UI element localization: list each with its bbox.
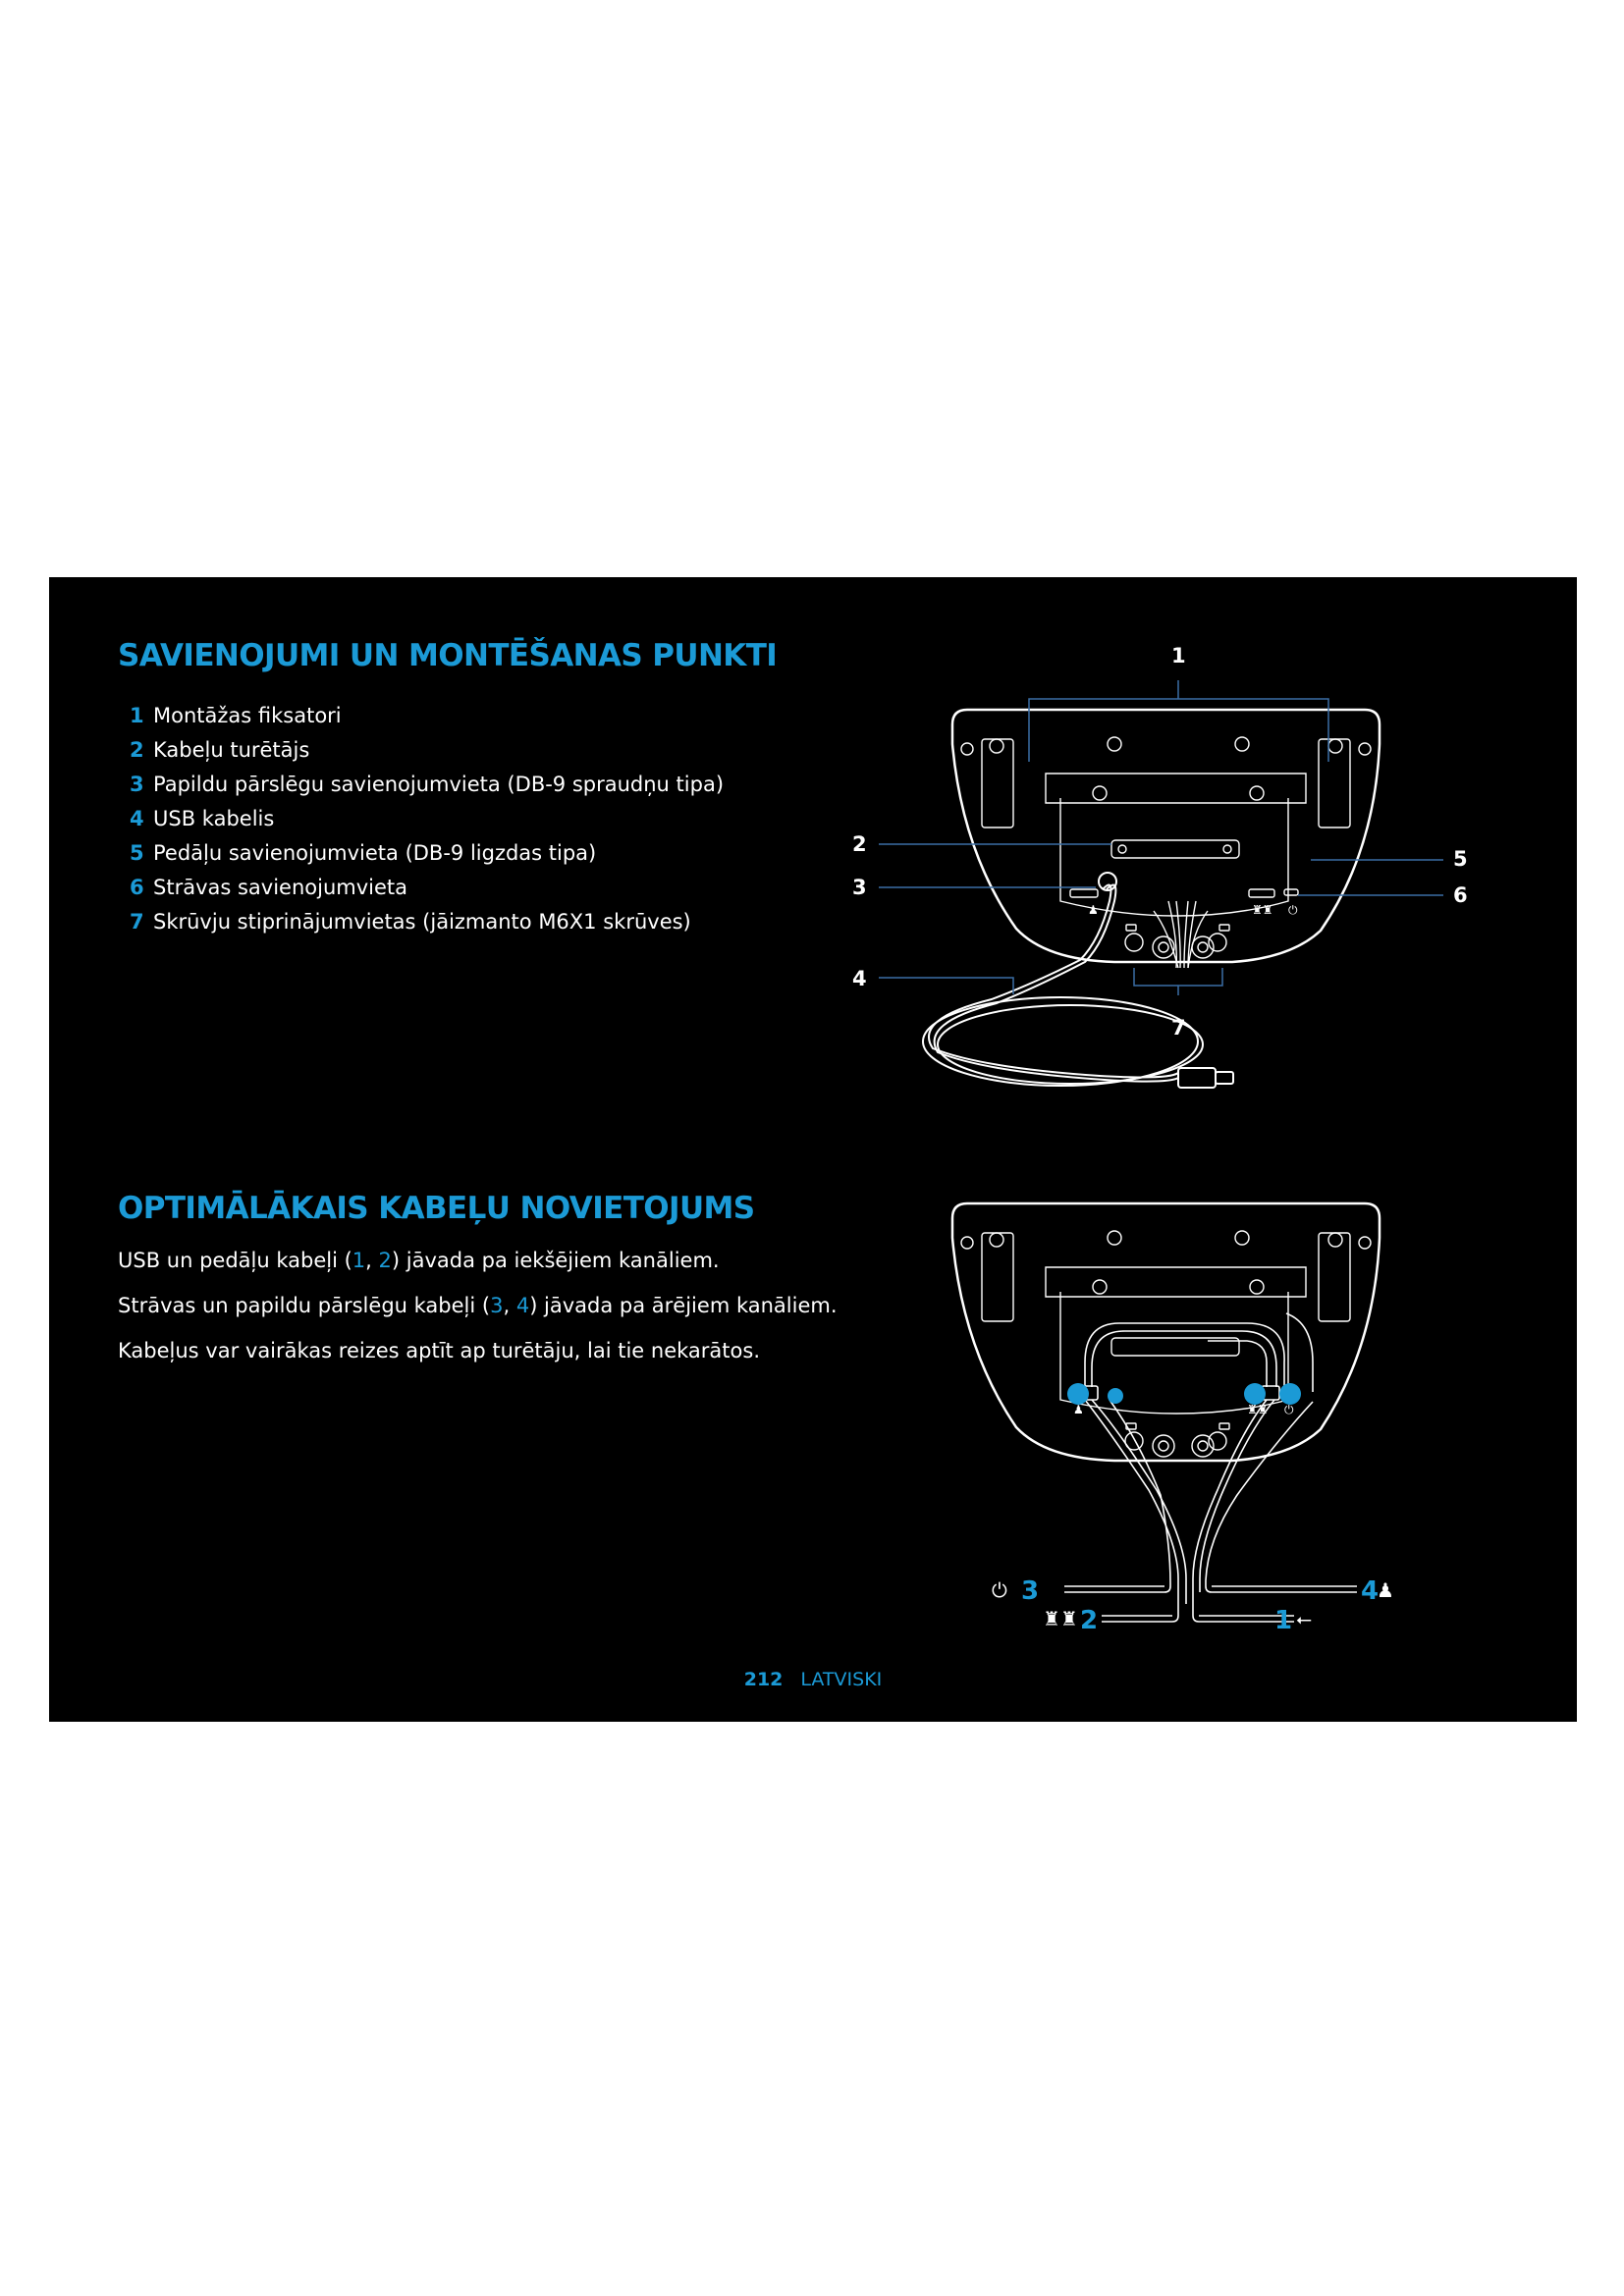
pedal-icon: ♟ <box>1073 1403 1084 1416</box>
page-number: 212 <box>743 1669 784 1690</box>
power-icon: ⏻ <box>992 1578 1007 1602</box>
callout-4: 4 <box>852 967 867 990</box>
legend-number: 4 <box>130 807 144 830</box>
legend-label: USB kabelis <box>153 807 275 830</box>
page-footer <box>49 1669 1577 1690</box>
shifter-icon: ♜♜ <box>1252 903 1273 917</box>
ref-number: 3 <box>490 1294 504 1317</box>
callout-3: 3 <box>852 876 867 899</box>
section-heading-cable-routing: OPTIMĀLĀKAIS KABEĻU NOVIETOJUMS <box>118 1191 755 1226</box>
cable-routing-diagram <box>49 577 1577 1657</box>
callout-6: 6 <box>1453 883 1468 907</box>
pedal-icon: ♟ <box>1088 903 1099 917</box>
ref-number: 2 <box>378 1249 392 1272</box>
legend-number: 1 <box>130 704 144 727</box>
section-heading-connections: SAVIENOJUMI UN MONTĒŠANAS PUNKTI <box>118 638 778 673</box>
text-span: , <box>503 1294 516 1317</box>
legend-label: Pedāļu savienojumvieta (DB-9 ligzdas tipa) <box>153 841 597 865</box>
power-icon: ⏻ <box>1288 903 1298 917</box>
text-span: Strāvas un papildu pārslēgu kabeļi ( <box>118 1294 491 1317</box>
text-span: ) jāvada pa iekšējiem kanāliem. <box>391 1249 720 1272</box>
callout-2: 2 <box>852 832 867 856</box>
legend-label: Strāvas savienojumvieta <box>153 876 408 899</box>
legend-number: 5 <box>130 841 144 865</box>
shifter-icon: ♜♜ <box>1043 1607 1078 1630</box>
usb-icon: ⭠ <box>1296 1607 1312 1630</box>
legend-number: 7 <box>130 910 144 934</box>
routing-callout-1: 1 <box>1274 1606 1293 1635</box>
shifter-icon: ♜♜ <box>1247 1403 1269 1416</box>
callout-5: 5 <box>1453 847 1468 871</box>
power-icon: ⏻ <box>1284 1403 1294 1416</box>
legend-label: Papildu pārslēgu savienojumvieta (DB-9 spraudņu tipa) <box>153 773 725 796</box>
legend-number: 6 <box>130 876 144 899</box>
pedal-icon: ♟ <box>1377 1578 1394 1602</box>
text-span: ) jāvada pa ārējiem kanāliem. <box>529 1294 838 1317</box>
footer-language: LATVISKI <box>800 1669 883 1690</box>
text-span: , <box>365 1249 379 1272</box>
text-span: USB un pedāļu kabeļi ( <box>118 1249 352 1272</box>
legend-number: 2 <box>130 738 144 762</box>
ref-number: 1 <box>352 1249 366 1272</box>
legend-label: Kabeļu turētājs <box>153 738 310 762</box>
legend-label: Montāžas fiksatori <box>153 704 342 727</box>
routing-callout-3: 3 <box>1021 1576 1040 1606</box>
callout-7: 7 <box>1171 1016 1186 1040</box>
ref-number: 4 <box>515 1294 530 1317</box>
routing-callout-2: 2 <box>1080 1606 1099 1635</box>
legend-number: 3 <box>130 773 144 796</box>
legend-label: Skrūvju stiprinājumvietas (jāizmanto M6X1 skrūves) <box>153 910 691 934</box>
callout-1: 1 <box>1171 644 1186 667</box>
page-panel <box>49 577 1577 1722</box>
routing-callout-4: 4 <box>1361 1576 1380 1606</box>
cable-instruction-3: Kabeļus var vairākas reizes aptīt ap turētāju, lai tie nekarātos. <box>118 1339 760 1362</box>
